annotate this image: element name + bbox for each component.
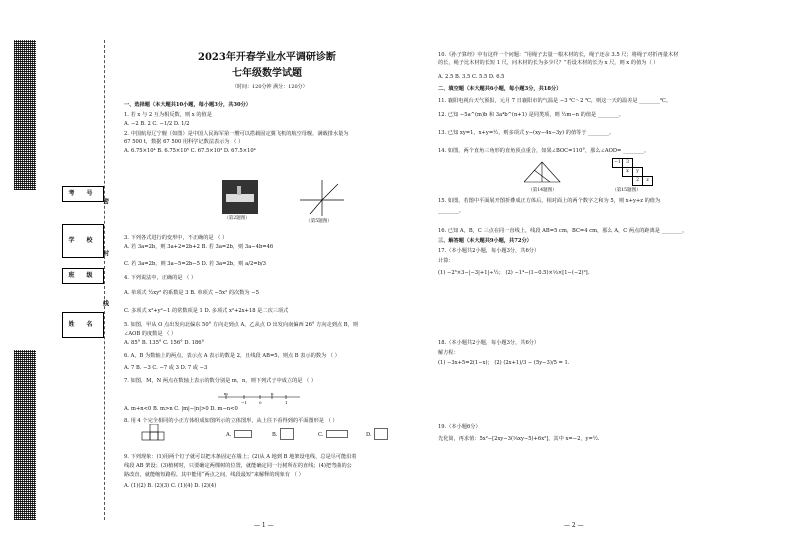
q8-shape-d (374, 428, 388, 440)
name-field: 姓 名 (62, 312, 104, 338)
net-cell: 3 (622, 158, 633, 168)
left-line: A. −2 B. 2 C. −1/2 D. 1/2 (124, 121, 190, 127)
label-m: m (224, 391, 228, 396)
exam-number-field: 考 号 (62, 186, 104, 202)
right-line: 15. 如图，若图中平面展开图折叠成正方体后，相对面上的两个数字之和为 5，则 x+y+z 的值为 (438, 198, 661, 204)
left-line: 3. 下列各式进行的变形中，不正确的是 （ ） (124, 235, 228, 241)
fig2-caption: （第2题图） (224, 216, 250, 221)
page-number-2: — 2 — (564, 522, 584, 529)
net-cell: y (632, 167, 643, 177)
net-cell: 2 (632, 176, 643, 186)
direction-figure (298, 178, 346, 218)
fig5-caption: （第5题图） (306, 219, 332, 224)
left-line: 6. A，B 为数轴上的两点，表示点 A 表示的数是 2，且线段 AB=5，则点 B 表示的数为 （ ） (124, 353, 340, 359)
q8-option-d: D. (366, 432, 372, 438)
left-line: C. 若 3a=2b，则 3a−5=2b−5 D. 若 3a=2b，则 a/2=b/3 (124, 261, 266, 267)
seal-mark-1: 密 (101, 198, 109, 204)
right-line: 16. 已知 A，B，C 三点在同一直线上，线段 AB=5 cm，BC=4 cm，那么 A，C 两点的距离是 ________。 (438, 228, 688, 234)
cube-figure (140, 424, 166, 444)
label-neg1: −1 (241, 400, 247, 405)
right-line: 计算： (438, 258, 454, 264)
triangles-figure (520, 158, 564, 186)
right-line: (1) −2³×3−|−3|+1|÷½； (2) −1⁴−(1−0.5)×⅓×[1−(−2)²]. (438, 270, 590, 276)
right-line: 三、解答题（本大题共9小题，共72分） (438, 238, 532, 244)
left-line: 67 500 t，数据 67 500 用科学记数法表示为 （ ） (124, 139, 244, 145)
right-line: 11. 襄阳电视台天气预报，元月 7 日襄阳市的气温是 −3 ℃～2 ℃，则这一天的温差是 ________℃。 (438, 98, 672, 104)
right-line: 二、填空题（本大题共6小题，每小题3分，共18分） (438, 86, 562, 92)
q8-shape-b (280, 428, 294, 440)
right-line: 的长，绳子比木材的长短 1 尺，问木材的长为多少尺？”若设木材的长为 x 尺，则 x 的值为（ ） (438, 60, 659, 66)
left-line: A. 6.75×10⁴ B. 6.75×10⁵ C. 67.5×10³ D. 67.5×10⁴ (124, 148, 256, 154)
seal-mark-3: 线 (101, 300, 109, 306)
label-0: 0 (259, 400, 262, 405)
left-line: 线段 AB 架设；(3)植树时，只要确定两棵树的位置，就能确定同一行树所在的直线；(4)把弯曲的公 (124, 463, 352, 469)
left-line: 4. 下列说法中，正确的是 （ ） (124, 275, 197, 281)
left-line: A. 85° B. 135° C. 156° D. 186° (124, 340, 205, 346)
left-line: A. 若 3a=2b，则 3a+2=2b+2 B. 若 3a=2b，则 3a−4b=46 (124, 244, 274, 250)
left-line: 5. 如图，甲从 O 点出发向北偏东 50° 方向走到点 A，乙从点 O 出发向南偏西 26° 方向走到点 B，则 (124, 322, 358, 328)
label-1: 1 (285, 400, 288, 405)
label-n: n (271, 391, 274, 396)
right-line: 13. 已知 xy=1，x+y=½，则多项式 y−(xy−4x−3y) 的值等于 ________。 (438, 130, 615, 136)
left-line: 2. 中国航母辽宁舰（如图）是中国人民海军第一艘可以搭载固定翼飞机的航空母舰，满载排水量为 (124, 131, 349, 137)
cube-net (612, 158, 652, 186)
school-field: 学 校 (62, 224, 104, 258)
binding-pattern-top (14, 40, 36, 190)
left-line: 8. 用 4 个完全相同的小正方体组成如图所示的立体图形，从上往下看得到的平面图形是 （ ） (124, 418, 338, 424)
class-field: 班 级 (62, 268, 104, 284)
q8-option-c: C. (318, 432, 324, 438)
right-line: 10.《孙子算经》中有这样一个问题：“用绳子去量一根木材的长，绳子还余 3.5 尺；将绳子对折再量木材 (438, 52, 679, 58)
left-line: 一、选择题（本大题共10小题，每小题3分，共30分） (124, 102, 251, 108)
q8-shape-c (326, 430, 348, 438)
right-line: 12. 已知 −5a^(m)b 和 3a⁴b^(n+1) 是同类项，则 ½m−n 的值是 ________。 (438, 112, 624, 118)
fig15-caption: （第15题图） (612, 188, 641, 193)
net-cell: x (622, 167, 633, 177)
right-line: 19.（本小题6分） (438, 424, 481, 430)
left-line: 1. 若 x 与 2 互为相反数，则 x 的值是 (124, 112, 212, 118)
left-line: 路改直，就能缩短路程。其中能用“两点之间，线段最短”来解释的现象有 （ ） (124, 472, 304, 478)
net-cell: z (642, 176, 653, 186)
right-line: 14. 如图，两个直角三角形的直角顶点重合，如果∠BOC=110°，那么∠AOD= ________。 (438, 148, 649, 154)
left-line: 7. 如图，M，N 两点在数轴上表示的数分别是 m，n，则下列式子中成立的是 （ ） (124, 378, 317, 384)
q8-option-a: A. (226, 432, 232, 438)
right-line: 18.（本小题共2小题，每小题3分，共6分） (438, 340, 540, 346)
left-line: 9. 下列现象：(1)用两个钉子就可以把木条固定在墙上；(2)从 A 地到 B 地架设电线，总是尽可能沿着 (124, 454, 357, 460)
right-line: A. 2.5 B. 3.5 C. 5.5 D. 6.5 (438, 74, 505, 80)
left-line: C. 多项式 x²+y²−1 的常数项是 1 D. 多项式 x²+2x+18 是二次三项式 (124, 308, 289, 314)
left-line: A. 单项式 ½xy² 的系数是 3 B. 单项式 −5x² 的次数为 −5 (124, 290, 259, 296)
seal-mark-2: 封 (101, 250, 109, 256)
number-line (216, 391, 302, 405)
left-line: A. 7 B. −3 C. −7 或 3 D. 7 或 −3 (124, 365, 208, 371)
exam-meta: （时间：120分钟 满分：120分） (232, 84, 308, 90)
left-line: A. (1)(2) B. (2)(3) C. (1)(4) D. (2)(4) (124, 483, 217, 489)
right-line: (1) −3x+5=2(1−x)； (2) (2x+1)/3 − (5y−3)/5 = 1. (438, 360, 570, 366)
q8-shape-a (234, 430, 252, 438)
right-line: ________。 (438, 208, 464, 214)
right-line: 解方程： (438, 350, 459, 356)
fig14-caption: （第14题图） (528, 188, 557, 193)
left-line: A. m+n<0 B. m>n C. |m|−|n|>0 D. m−n<0 (124, 406, 238, 412)
right-line: 17.（本小题共2小题，每小题3分，共6分） (438, 248, 540, 254)
seal-line (104, 40, 105, 520)
q8-option-b: B. (272, 432, 278, 438)
ship-figure (222, 180, 258, 214)
right-line: 先化简，再求值：5x²−[2xy−3(⅓xy−5)+6x²]，其中 x=−2，y=½. (438, 436, 600, 442)
exam-subtitle: 七年级数学试题 (232, 68, 302, 79)
binding-pattern-bottom (14, 350, 36, 520)
page-number-1: — 1 — (254, 522, 274, 529)
exam-title: 2023年开春学业水平调研诊断 (198, 52, 336, 63)
net-cell: −1 (612, 158, 623, 168)
left-line: ∠AOB 的度数是 （ ） (124, 331, 177, 337)
